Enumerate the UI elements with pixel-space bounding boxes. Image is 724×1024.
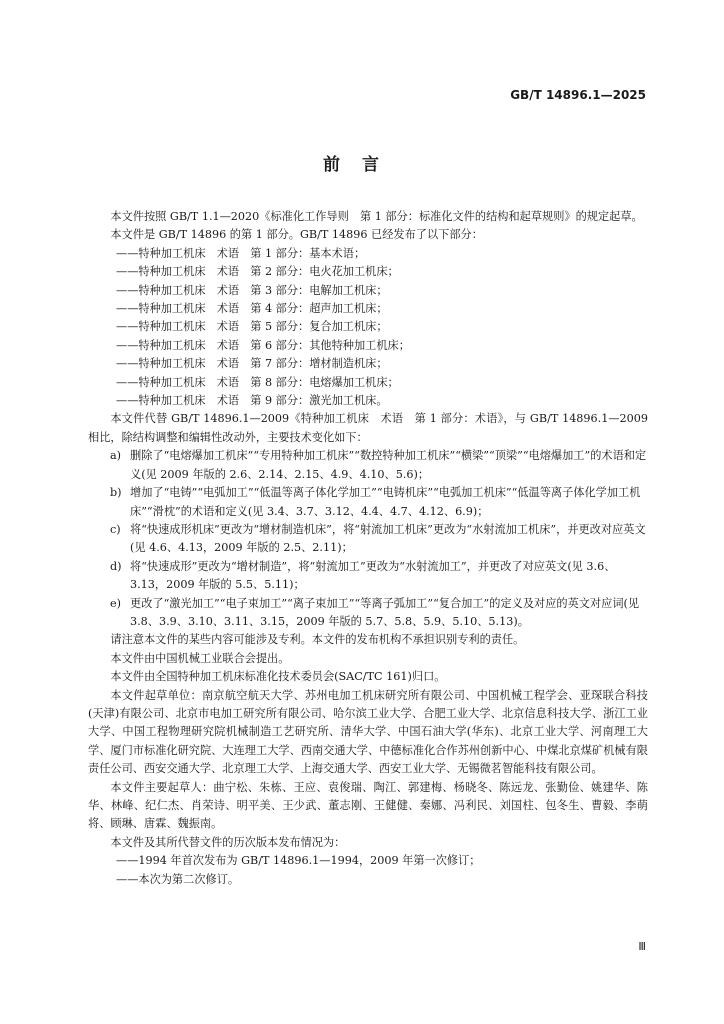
change-item-label: a) xyxy=(110,449,122,463)
paragraph-drafting-units: 本文件起草单位：南京航空航天大学、苏州电加工机床研究所有限公司、中国机械工程学会、亚琛联合科技(天津)有限公司、北京市电加工研究所有限公司、哈尔滨工业大学、合肥工业大学、北京信息科技大学、浙江工业大学、中国工程物理研究院机械制造工艺研究所、清华大学、中国石油大学(华东)、北京工业大学、河南理工大学、厦门市标准化研究院、大连理工大学、西南交通大学、中德标准化合作苏州创新中心、中煤北京煤矿机械有限责任公司、西安交通大学、北京理工大学、上海交通大学、西安工业大学、无锡微茗智能科技有限公司。 xyxy=(88,688,648,776)
series-part-item: ——特种加工机床 术语 第 7 部分：增材制造机床； xyxy=(116,357,388,371)
paragraph-series-intro: 本文件是 GB/T 14896 的第 1 部分。GB/T 14896 已经发布了以下部分： xyxy=(110,228,483,242)
page-number: Ⅲ xyxy=(638,940,646,953)
series-part-item: ——特种加工机床 术语 第 9 部分：激光加工机床。 xyxy=(116,394,388,408)
change-item-text: 删除了“电熔爆加工机床”“专用特种加工机床”“数控特种加工机床”“横梁”“顶梁”“电熔爆加工”的术语和定义(见 2009 年版的 2.6、2.14、2.15、4.9、4.10、5.6)； xyxy=(130,449,647,481)
change-item-b xyxy=(88,484,648,521)
change-item-c xyxy=(88,521,648,558)
paragraph-replaces: 本文件代替 GB/T 14896.1—2009《特种加工机床 术语 第 1 部分：术语》，与 GB/T 14896.1—2009 相比，除结构调整和编辑性改动外，主要技术变化如下： xyxy=(88,412,648,444)
change-item-label: d) xyxy=(110,559,122,573)
series-part-item: ——特种加工机床 术语 第 6 部分：其他特种加工机床； xyxy=(116,338,410,352)
series-part-item: ——特种加工机床 术语 第 5 部分：复合加工机床； xyxy=(116,320,388,334)
series-part-item: ——特种加工机床 术语 第 2 部分：电火花加工机床； xyxy=(116,265,399,279)
standard-number: GB/T 14896.1—2025 xyxy=(510,88,646,102)
paragraph-drafters: 本文件主要起草人：曲宁松、朱栋、王应、袁俊瑞、陶江、郭建梅、杨晓冬、陈远龙、张勤俭、姚建华、陈华、林峰、纪仁杰、肖荣诗、明平美、王少武、董志刚、王健健、秦娜、冯利民、刘国柱、包冬生、曹毅、李萌将、顾琳、唐霖、魏振南。 xyxy=(88,780,648,831)
change-item-text: 增加了“电铸”“电弧加工”“低温等离子体化学加工”“电铸机床”“电弧加工机床”“低温等离子体化学加工机床”“滑枕”的术语和定义(见 3.4、3.7、3.12、4.4、4.7、4.12、6.9)； xyxy=(130,486,641,518)
history-item: ——1994 年首次发布为 GB/T 14896.1—1994，2009 年第一次修订； xyxy=(116,854,481,868)
change-item-a xyxy=(88,447,648,484)
change-item-text: 更改了“激光加工”“电子束加工”“离子束加工”“等离子弧加工”“复合加工”的定义及对应的英文对应词(见 3.8、3.9、3.10、3.11、3.15，2009 年版的 5.7、5.8、5.9、5.10、5.13)。 xyxy=(130,596,640,628)
paragraph-proposer: 本文件由中国机械工业联合会提出。 xyxy=(110,651,290,665)
change-item-d xyxy=(88,558,648,595)
paragraph-history-intro: 本文件及其所代替文件的历次版本发布情况为： xyxy=(110,835,346,849)
paragraph-committee: 本文件由全国特种加工机床标准化技术委员会(SAC/TC 161)归口。 xyxy=(110,670,446,684)
series-part-item: ——特种加工机床 术语 第 1 部分：基本术语； xyxy=(116,246,366,260)
change-item-text: 将“快速成形机床”更改为“增材制造机床”，将“射流加工机床”更改为“水射流加工机床”，并更改对应英文(见 4.6、4.13，2009 年版的 2.5、2.11)； xyxy=(130,522,646,555)
change-item-label: b) xyxy=(110,486,122,500)
series-part-item: ——特种加工机床 术语 第 8 部分：电熔爆加工机床； xyxy=(116,375,399,389)
series-part-item: ——特种加工机床 术语 第 4 部分：超声加工机床； xyxy=(116,302,388,316)
paragraph-drafting-rule: 本文件按照 GB/T 1.1—2020《标准化工作导则 第 1 部分：标准化文件的结构和起草规则》的规定起草。 xyxy=(110,210,643,223)
history-item: ——本次为第二次修订。 xyxy=(116,872,240,886)
change-item-e xyxy=(88,595,648,632)
page-title: 前言 xyxy=(323,155,401,175)
foreword-body xyxy=(88,208,648,889)
change-item-text: 将“快速成形”更改为“增材制造”，将“射流加工”更改为“水射流加工”，并更改了对应英文(见 3.6、3.13，2009 年版的 5.5、5.11)； xyxy=(130,559,616,592)
change-item-label: c) xyxy=(110,522,121,536)
series-part-item: ——特种加工机床 术语 第 3 部分：电解加工机床； xyxy=(116,283,388,297)
change-item-label: e) xyxy=(110,596,121,610)
paragraph-patent: 请注意本文件的某些内容可能涉及专利。本文件的发布机构不承担识别专利的责任。 xyxy=(110,633,525,647)
